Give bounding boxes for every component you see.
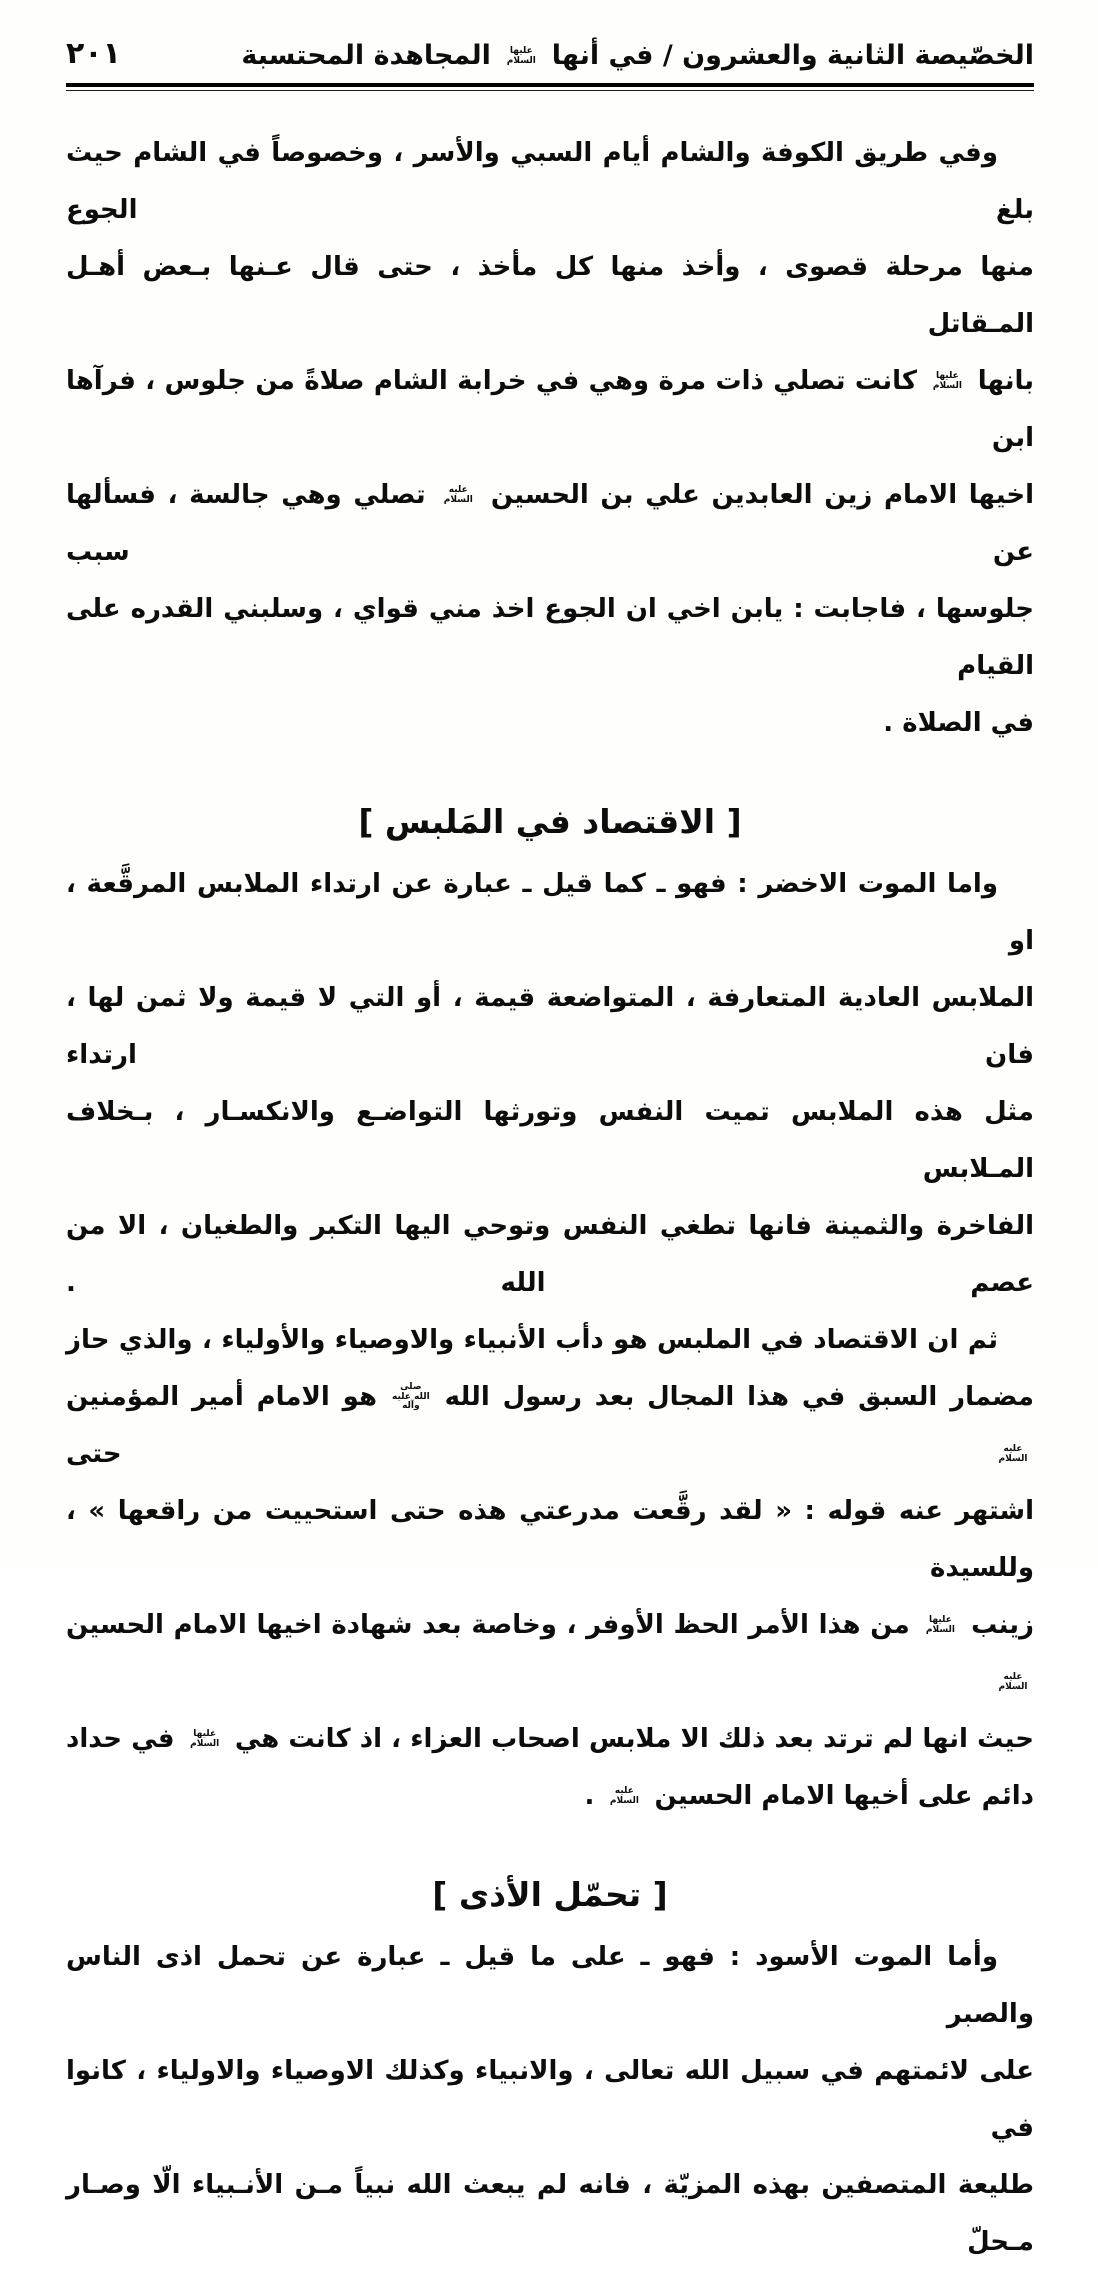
paragraph xyxy=(66,1929,1034,2271)
alayha-assalam-icon: عليها السلام xyxy=(190,1729,220,1749)
text-line: اخيها الامام زين العابدين علي بن الحسين عليه السلام تصلي وهي جالسة ، فسألها عن سبب xyxy=(66,480,1034,567)
text-line: وفي طريق الكوفة والشام أيام السبي والأسر ، وخصوصاً في الشام حيث بلغ الجوع xyxy=(66,138,1034,225)
alayhi-assalam-icon: عليه السلام xyxy=(998,1444,1028,1464)
text-line: الفاخرة والثمينة فانها تطغي النفس وتوحي اليها التكبر والطغيان ، الا من عصم الله . xyxy=(66,1211,1034,1298)
text-line: طليعة المتصفين بهذه المزيّة ، فانه لم يبعث الله نبياً مـن الأنـبياء الّا وصـار مـحلّ xyxy=(66,2170,1034,2257)
paragraph xyxy=(66,125,1034,752)
text-line: مضمار السبق في هذا المجال بعد رسول الله صلى الله عليه وآله هو الامام أمير المؤمنين عليه السلام حتى xyxy=(66,1382,1034,1469)
text-line: في الصلاة . xyxy=(883,708,1034,738)
text-line: الملابس العادية المتعارفة ، المتواضعة قيمة ، أو التي لا قيمة ولا ثمن لها ، فان ارتداء xyxy=(66,983,1034,1070)
text-line: مثل هذه الملابس تميت النفس وتورثها التواضـع والانكسـار ، بـخلاف المـلابس xyxy=(66,1097,1034,1184)
text-line: زينب عليها السلام من هذا الأمر الحظ الأوفر ، وخاصة بعد شهادة اخيها الامام الحسين عليه السلام xyxy=(66,1610,1035,1692)
header-rule xyxy=(66,83,1034,91)
sallallahu-alayhi-waalih-icon: صلى الله عليه وآله xyxy=(391,1382,430,1412)
text-line: منها مرحلة قصوى ، وأخذ منها كل مأخذ ، حتى قال عـنها بـعض أهـل المـقاتل xyxy=(66,252,1034,339)
page-inner xyxy=(66,0,1034,2271)
text-line: حيث انها لم ترتد بعد ذلك الا ملابس اصحاب العزاء ، اذ كانت هي عليها السلام في حداد xyxy=(66,1724,1034,1754)
text-line: اشتهر عنه قوله : « لقد رقَّعت مدرعتي هذه حتى استحييت من راقعها » ، وللسيدة xyxy=(66,1496,1034,1583)
text-line: وأما الموت الأسود : فهو ـ على ما قيل ـ عبارة عن تحمل اذى الناس والصبر xyxy=(66,1942,1034,2029)
text-line: واما الموت الاخضر : فهو ـ كما قيل ـ عبارة عن ارتداء الملابس المرقَّعة ، او xyxy=(66,869,1034,956)
text-line: دائم على أخيها الامام الحسين عليه السلام . xyxy=(584,1781,1034,1811)
alayhi-assalam-icon: عليه السلام xyxy=(609,1786,639,1806)
running-title: الخصّيصة الثانية والعشرون / في أنها عليها السلام المجاهدة المحتسبة xyxy=(241,40,1034,71)
alayhi-assalam-icon: عليه السلام xyxy=(998,1672,1028,1692)
text-line: بانها عليها السلام كانت تصلي ذات مرة وهي في خرابة الشام صلاةً من جلوس ، فرآها ابن xyxy=(66,366,1034,453)
paragraph xyxy=(66,856,1034,1312)
alayhi-assalam-icon: عليه السلام xyxy=(443,485,473,505)
section-heading: [ تحمّل الأذى ] xyxy=(432,1875,668,1914)
alayha-assalam-icon: عليها السلام xyxy=(932,371,962,391)
page-body xyxy=(66,125,1034,2271)
text-line: على لائمتهم في سبيل الله تعالى ، والانبياء وكذلك الاوصياء والاولياء ، كانوا في xyxy=(66,2056,1034,2143)
text-line: جلوسها ، فاجابت : يابن اخي ان الجوع اخذ مني قواي ، وسلبني القدره على القيام xyxy=(66,594,1034,681)
page-number: ٢٠١ xyxy=(66,36,121,71)
section-heading: [ الاقتصاد في المَلبس ] xyxy=(358,802,742,841)
text-line: ثم ان الاقتصاد في الملبس هو دأب الأنبياء والاوصياء والأولياء ، والذي حاز xyxy=(66,1325,998,1355)
alayha-assalam-icon: عليها السلام xyxy=(925,1615,955,1635)
alayha-assalam-icon: عليها السلام xyxy=(506,46,536,66)
paragraph xyxy=(66,1312,1034,1825)
running-header xyxy=(66,0,1034,83)
